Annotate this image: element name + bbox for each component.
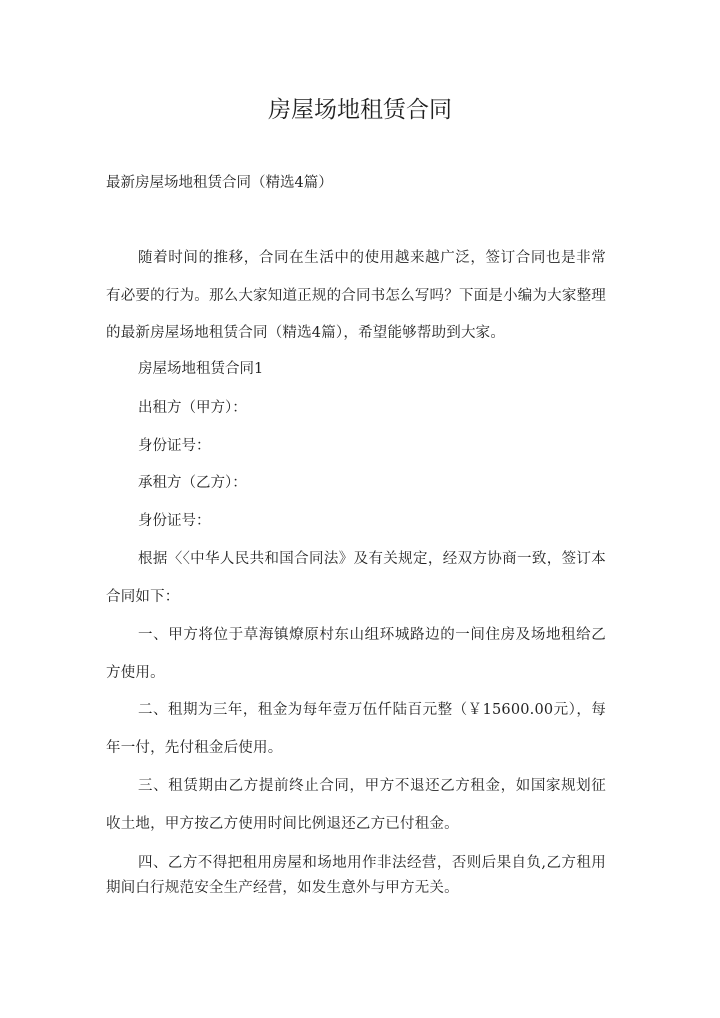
intro-paragraph: 随着时间的推移，合同在生活中的使用越来越广泛，签订合同也是非常有必要的行为。那么大家知道正规的合同书怎么写吗？下面是小编为大家整理的最新房屋场地租赁合同（精选4篇），希望能够帮助到大家。 [106, 250, 606, 341]
document-subtitle: 最新房屋场地租赁合同（精选4篇） [106, 175, 333, 191]
lessor-label: 出租方（甲方）： [138, 400, 247, 416]
clause-4: 四、乙方不得把租用房屋和场地用作非法经营，否则后果自负,乙方租用期间白行规范安全生产经营，如发生意外与甲方无关。 [106, 855, 606, 896]
lessee-label: 承租方（乙方）： [138, 475, 247, 491]
basis-paragraph: 根据〈〈中华人民共和国合同法》及有关规定，经双方协商一致，签订本合同如下： [106, 551, 606, 605]
clause-2: 二、租期为三年，租金为每年壹万伍仟陆百元整（￥15600.00元），每年一付，先付租金后使用。 [106, 702, 606, 756]
clause-1: 一、甲方将位于草海镇燎原村东山组环城路边的一间住房及场地租给乙方使用。 [106, 627, 606, 681]
clause-3: 三、租赁期由乙方提前终止合同，甲方不退还乙方租金，如国家规划征收土地，甲方按乙方使用时间比例退还乙方已付租金。 [106, 778, 606, 832]
contract-heading: 房屋场地租赁合同1 [138, 361, 264, 377]
lessor-id-label: 身份证号： [138, 438, 211, 454]
document-title: 房屋场地租赁合同 [268, 97, 452, 123]
lessee-id-label: 身份证号： [138, 513, 211, 529]
